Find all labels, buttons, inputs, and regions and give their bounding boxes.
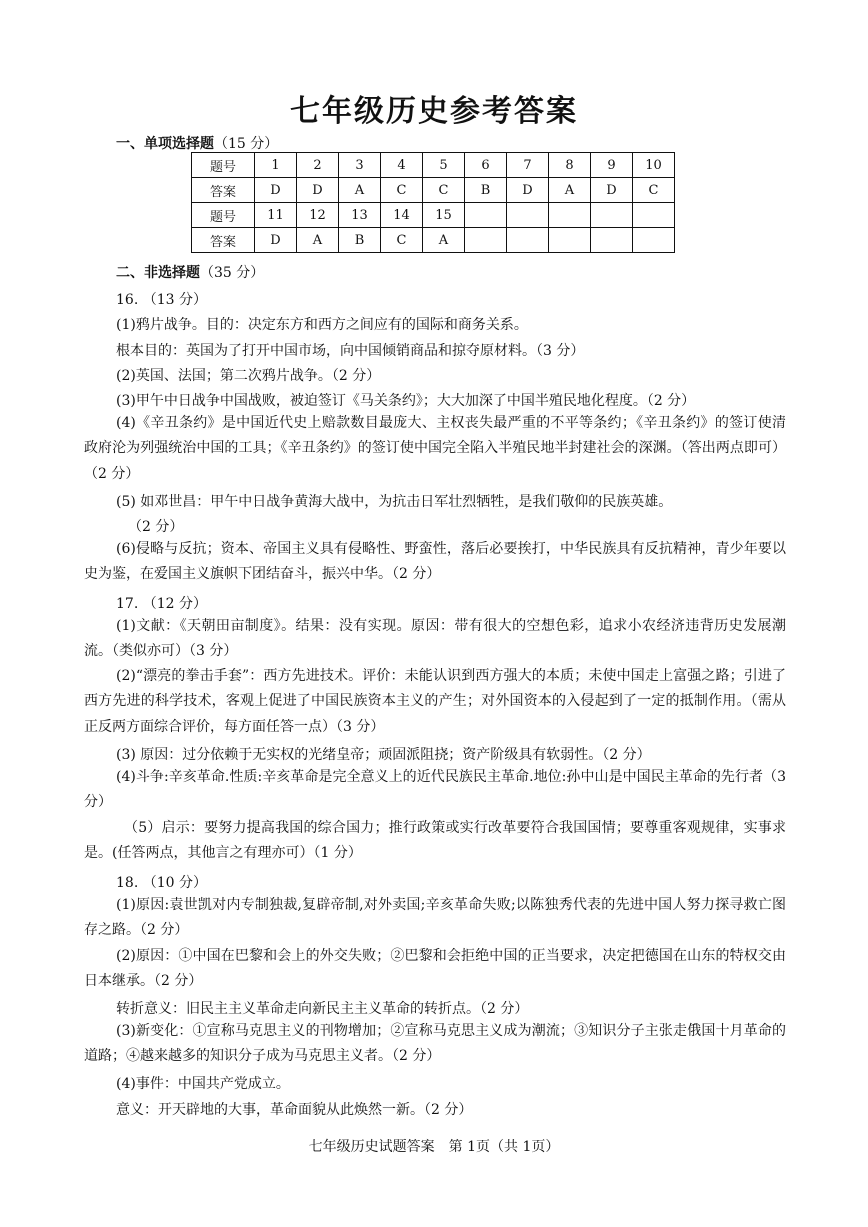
table-cell: 9 — [591, 153, 633, 178]
page-footer: 七年级历史试题答案 第 1页（共 1页） — [308, 1139, 560, 1155]
table-cell: A — [549, 178, 591, 203]
table-cell: B — [465, 178, 507, 203]
table-row — [192, 228, 675, 253]
table-cell: C — [423, 178, 465, 203]
table-row — [192, 153, 675, 178]
table-cell — [507, 203, 549, 228]
table-cell: 1 — [255, 153, 297, 178]
table-cell — [633, 203, 675, 228]
table-cell: C — [381, 228, 423, 253]
q16-answer-1b: 根本目的：英国为了打开中国市场，向中国倾销商品和掠夺原材料。（3 分） — [116, 343, 585, 359]
table-cell: A — [423, 228, 465, 253]
table-cell — [465, 228, 507, 253]
q16-answer-6: (6)侵略与反抗；资本、帝国主义具有侵略性、野蛮性，落后必要挨打，中华民族具有反抗精神，青少年要以史为鉴，在爱国主义旗帜下团结奋斗，振兴中华。（2 分） — [84, 541, 786, 583]
page-title: 七年级历史参考答案 — [290, 94, 578, 129]
q16-heading: 16. （13 分） — [116, 292, 207, 308]
table-cell: 4 — [381, 153, 423, 178]
q16-answer-4: (4)《辛丑条约》是中国近代史上赔款数目最庞大、主权丧失最严重的不平等条约；《辛丑条约》的签订使清政府沦为列强统治中国的工具；《辛丑条约》的签订使中国完全陷入半殖民地半封建社会的深渊。（答出两点即可）（2 分） — [84, 415, 786, 482]
table-cell: 14 — [381, 203, 423, 228]
table-cell: A — [339, 178, 381, 203]
table-row-label: 答案 — [192, 178, 255, 203]
table-cell: 10 — [633, 153, 675, 178]
table-cell: 3 — [339, 153, 381, 178]
section-label: 二、非选择题 — [116, 265, 200, 281]
q17-answer-1: (1)文献：《天朝田亩制度》。结果：没有实现。原因：带有很大的空想色彩，追求小农经济违背历史发展潮流。（类似亦可）（3 分） — [84, 618, 786, 660]
table-row-label: 答案 — [192, 228, 255, 253]
table-cell: D — [507, 178, 549, 203]
q18-answer-4: (4)事件：中国共产党成立。 — [116, 1076, 290, 1092]
table-cell: C — [633, 178, 675, 203]
table-cell: C — [381, 178, 423, 203]
table-cell: B — [339, 228, 381, 253]
section-heading-nonchoice — [116, 262, 264, 282]
section-label: 一、单项选择题 — [116, 136, 214, 152]
table-cell — [591, 228, 633, 253]
table-cell: D — [255, 178, 297, 203]
table-cell — [549, 203, 591, 228]
q16-answer-3: (3)甲午中日战争中国战败，被迫签订《马关条约》；大大加深了中国半殖民地化程度。（2 分） — [116, 393, 696, 409]
q17-answer-5: （5）启示：要努力提高我国的综合国力；推行政策或实行改革要符合我国国情；要尊重客观规律，实事求是。(任答两点，其他言之有理亦可）（1 分） — [84, 820, 786, 862]
section-heading-choice — [116, 133, 278, 153]
table-cell — [549, 228, 591, 253]
q16-answer-5-score: （2 分） — [128, 519, 184, 535]
table-cell: 2 — [297, 153, 339, 178]
table-row-label: 题号 — [192, 203, 255, 228]
q18-answer-4b: 意义：开天辟地的大事，革命面貌从此焕然一新。（2 分） — [116, 1102, 473, 1118]
q18-answer-3: (3)新变化：①宣称马克思主义的刊物增加；②宣称马克思主义成为潮流；③知识分子主张走俄国十月革命的道路；④越来越多的知识分子成为马克思主义者。（2 分） — [84, 1023, 786, 1065]
table-row-label: 题号 — [192, 153, 255, 178]
table-cell: 6 — [465, 153, 507, 178]
section-score: （15 分） — [214, 136, 279, 152]
table-cell: 8 — [549, 153, 591, 178]
q16-answer-1: (1)鸦片战争。目的：决定东方和西方之间应有的国际和商务关系。 — [116, 317, 528, 333]
table-cell: D — [297, 178, 339, 203]
q17-answer-2: (2)“漂亮的拳击手套”：西方先进技术。评价：未能认识到西方强大的本质；未使中国走上富强之路；引进了西方先进的科学技术，客观上促进了中国民族资本主义的产生；对外国资本的入侵起到了一定的抵制作用。（需从正反两方面综合评价，每方面任答一点）（3 分） — [84, 668, 786, 735]
table-cell — [633, 228, 675, 253]
q17-heading: 17. （12 分） — [116, 596, 207, 612]
table-cell: 11 — [255, 203, 297, 228]
q17-answer-4: (4)斗争:辛亥革命.性质:辛亥革命是完全意义上的近代民族民主革命.地位:孙中山是中国民主革命的先行者（3 分） — [84, 769, 786, 811]
table-cell: D — [255, 228, 297, 253]
q18-answer-1: (1)原因:袁世凯对内专制独裁,复辟帝制,对外卖国;辛亥革命失败;以陈独秀代表的先进中国人努力探寻救亡图存之路。（2 分） — [84, 897, 786, 939]
q18-heading: 18. （10 分） — [116, 875, 207, 891]
table-cell: 13 — [339, 203, 381, 228]
answer-table — [191, 152, 675, 253]
table-cell: D — [591, 178, 633, 203]
table-cell: 5 — [423, 153, 465, 178]
table-cell — [591, 203, 633, 228]
table-cell — [465, 203, 507, 228]
q16-answer-2: (2)英国、法国；第二次鸦片战争。（2 分） — [116, 368, 381, 384]
q16-answer-5: (5) 如邓世昌：甲午中日战争黄海大战中，为抗击日军壮烈牺牲，是我们敬仰的民族英雄。 — [116, 494, 673, 510]
section-score: （35 分） — [200, 265, 265, 281]
table-cell: A — [297, 228, 339, 253]
table-cell — [507, 228, 549, 253]
table-row — [192, 178, 675, 203]
table-cell: 15 — [423, 203, 465, 228]
q17-answer-3: (3) 原因：过分依赖于无实权的光绪皇帝；顽固派阻挠；资产阶级具有软弱性。（2 分） — [116, 747, 651, 763]
table-cell: 12 — [297, 203, 339, 228]
q18-answer-2: (2)原因：①中国在巴黎和会上的外交失败；②巴黎和会拒绝中国的正当要求，决定把德国在山东的特权交由日本继承。（2 分） — [84, 948, 786, 990]
q18-answer-2b: 转折意义：旧民主主义革命走向新民主主义革命的转折点。（2 分） — [116, 1001, 529, 1017]
table-row — [192, 203, 675, 228]
table-cell: 7 — [507, 153, 549, 178]
